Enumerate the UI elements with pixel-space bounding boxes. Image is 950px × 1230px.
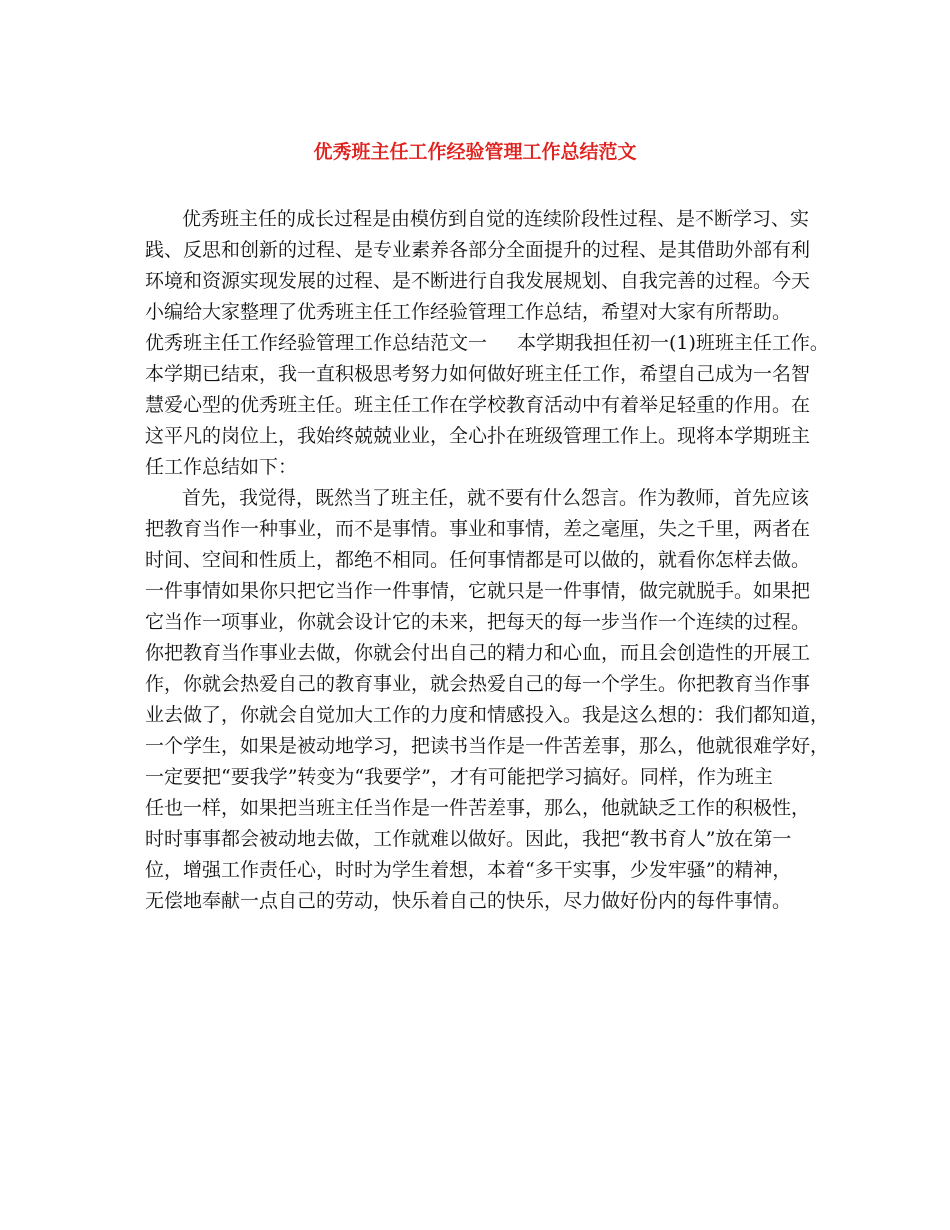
paragraph-line: 无偿地奉献一点自己的劳动，快乐着自己的快乐，尽力做好份内的每件事情。: [145, 890, 792, 912]
paragraph-line: 任工作总结如下：: [145, 456, 298, 478]
paragraph-line: 位，增强工作责任心，时时为学生着想，本着“多干实事，少发牢骚”的精神，: [145, 859, 792, 881]
paragraph-line: 作，你就会热爱自己的教育事业，就会热爱自己的每一个学生。你把教育当作事: [145, 673, 811, 695]
paragraph-line: 一定要把“要我学”转变为“我要学”，才有可能把学习搞好。同样，作为班主: [145, 766, 773, 788]
paragraph-line: 本学期已结束，我一直积极思考努力如何做好班主任工作，希望自己成为一名智: [145, 363, 811, 385]
paragraph-line: 任也一样，如果把当班主任当作是一件苦差事，那么，他就缺乏工作的积极性，: [145, 797, 811, 819]
paragraph-line: 一个学生，如果是被动地学习，把读书当作是一件苦差事，那么，他就很难学好，: [145, 735, 830, 757]
paragraph-line: 一件事情如果你只把它当作一件事情，它就只是一件事情，做完就脱手。如果把: [145, 580, 811, 602]
paragraph-line: 时时事事都会被动地去做，工作就难以做好。因此，我把“教书育人”放在第一: [145, 828, 792, 850]
section-intro: 本学期我担任初一(1)班班主任工作。: [517, 332, 829, 354]
paragraph-line: 把教育当作一种事业，而不是事情。事业和事情，差之毫厘，失之千里，两者在: [145, 518, 811, 540]
paragraph-line: 这平凡的岗位上，我始终兢兢业业，全心扑在班级管理工作上。现将本学期班主: [145, 425, 811, 447]
paragraph-line: 你把教育当作事业去做，你就会付出自己的精力和心血，而且会创造性的开展工: [145, 642, 811, 664]
paragraph-line: [145, 328, 829, 359]
paragraph-line: 它当作一项事业，你就会设计它的未来，把每天的每一步当作一个连续的过程。: [145, 611, 811, 633]
paragraph-line: 小编给大家整理了优秀班主任工作经验管理工作总结，希望对大家有所帮助。: [145, 301, 792, 323]
section-heading: 优秀班主任工作经验管理工作总结范文一: [145, 332, 488, 354]
paragraph-line: 优秀班主任的成长过程是由模仿到自觉的连续阶段性过程、是不断学习、实: [182, 208, 810, 230]
document-body: [145, 204, 830, 917]
paragraph-line: 首先，我觉得，既然当了班主任，就不要有什么怨言。作为教师，首先应该: [182, 487, 810, 509]
paragraph-line: 业去做了，你就会自觉加大工作的力度和情感投入。我是这么想的：我们都知道，: [145, 704, 830, 726]
paragraph-line: 时间、空间和性质上，都绝不相同。任何事情都是可以做的，就看你怎样去做。: [145, 549, 811, 571]
paragraph-line: 慧爱心型的优秀班主任。班主任工作在学校教育活动中有着举足轻重的作用。在: [145, 394, 811, 416]
paragraph-line: 践、反思和创新的过程、是专业素养各部分全面提升的过程、是其借助外部有利: [145, 239, 811, 261]
document-title: 优秀班主任工作经验管理工作总结范文: [313, 141, 637, 163]
paragraph-line: 环境和资源实现发展的过程、是不断进行自我发展规划、自我完善的过程。今天: [145, 270, 811, 292]
